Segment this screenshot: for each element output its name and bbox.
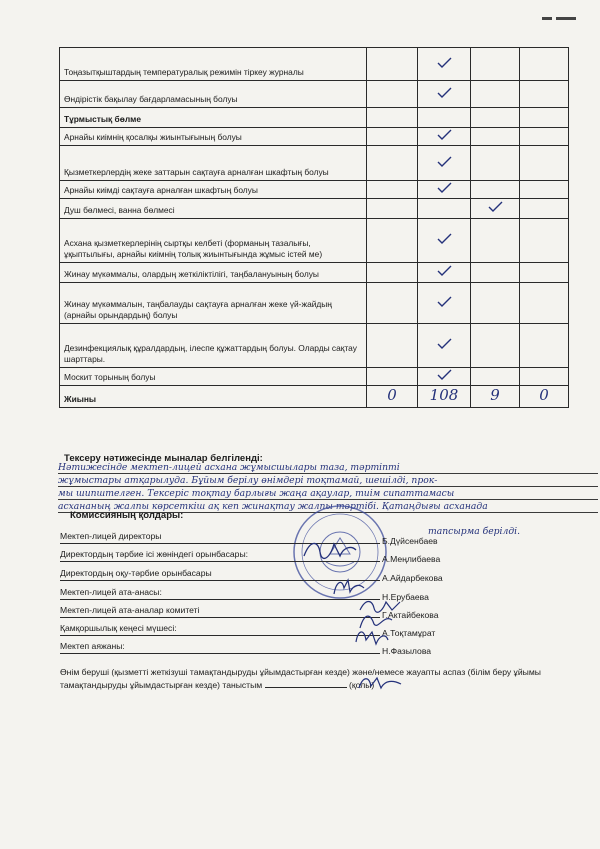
table-row: [60, 181, 569, 199]
checkmark-icon: [436, 369, 452, 381]
row-label: Арнайы киімнің қосалқы жиынтығының болуы: [60, 128, 367, 146]
checkmark-icon: [436, 129, 452, 141]
mark-cell: [471, 219, 520, 263]
mark-cell: [418, 368, 471, 386]
row-label: Душ бөлмесі, ванна бөлмесі: [60, 199, 367, 219]
note-line: асхананың жалпы көрсеткіш ақ кеп жинақтау жалпы тәртібі. Қатаңдығы асханада: [58, 501, 598, 513]
row-label: Өндірістік бақылау бағдарламасының болуы: [60, 81, 367, 108]
mark-cell: [471, 48, 520, 81]
total-label: Жиыны: [60, 386, 367, 408]
mark-cell: [367, 283, 418, 324]
table-row: [60, 146, 569, 181]
mark-cell: [367, 48, 418, 81]
mark-cell: [367, 368, 418, 386]
mark-cell: [471, 146, 520, 181]
checkmark-icon: [436, 233, 452, 245]
mark-cell: [520, 368, 569, 386]
commission-member-row: [60, 528, 450, 544]
table-row: [60, 81, 569, 108]
member-role: Мектеп-лицей ата-аналар комитеті: [60, 605, 200, 615]
row-label: Тұрмыстық бөлме: [60, 108, 367, 128]
mark-cell: [520, 199, 569, 219]
checkmark-icon: [436, 265, 452, 277]
mark-cell: [520, 181, 569, 199]
mark-cell: [367, 181, 418, 199]
mark-cell: [471, 108, 520, 128]
signature-icon: [355, 674, 405, 692]
mark-cell: [418, 48, 471, 81]
mark-cell: [471, 199, 520, 219]
mark-cell: [520, 128, 569, 146]
member-name: А.Меңлибаева: [382, 554, 441, 564]
signature-icon: [300, 536, 360, 562]
total-row: [60, 386, 569, 408]
member-role: Директордың оқу-тәрбие орынбасары: [60, 568, 212, 578]
row-label: Москит торының болуы: [60, 368, 367, 386]
mark-cell: [520, 108, 569, 128]
mark-cell: [367, 263, 418, 283]
member-role: Директордың тәрбие ісі жөніндегі орынбасары:: [60, 549, 249, 559]
member-name: А.Айдарбекова: [382, 573, 443, 583]
mark-cell: [520, 263, 569, 283]
row-label: Жинау мүкәммалы, олардың жеткіліктілігі, таңбалануының болуы: [60, 263, 367, 283]
total-value: 9: [490, 386, 500, 404]
mark-cell: [418, 219, 471, 263]
commission-member-row: [60, 565, 450, 581]
mark-cell: [418, 199, 471, 219]
table-row: [60, 219, 569, 263]
mark-cell: [471, 181, 520, 199]
mark-cell: [418, 108, 471, 128]
mark-cell: [471, 81, 520, 108]
checkmark-icon: [436, 296, 452, 308]
mark-cell: [418, 128, 471, 146]
table-row: [60, 263, 569, 283]
total-value: 0: [387, 386, 397, 404]
member-name: Б.Дүйсенбаев: [382, 536, 438, 546]
table-row: [60, 48, 569, 81]
signature-icon: [352, 626, 392, 648]
mark-cell: [520, 48, 569, 81]
mark-cell: [471, 368, 520, 386]
commission-member-row: [60, 546, 450, 562]
mark-cell: [367, 199, 418, 219]
mark-cell: [367, 146, 418, 181]
consent-text: Өнім беруші (қызметті жеткізуші тамақтандыруды ұйымдастырған кезде) және/немесе жауапты аспаз (білім беру ұйымы тамақтандыруды ұйымдастырған кезде) таныстым: [60, 667, 541, 690]
section-row: [60, 108, 569, 128]
mark-cell: [367, 128, 418, 146]
checkmark-icon: [436, 156, 452, 168]
checklist-table: [59, 47, 569, 408]
mark-cell: [367, 219, 418, 263]
checkmark-icon: [487, 201, 503, 213]
mark-cell: [471, 283, 520, 324]
signature-icon: [328, 576, 368, 598]
findings-title: Тексеру нәтижесінде мыналар белгіленді:: [64, 453, 263, 464]
consent-statement: [60, 666, 580, 691]
mark-cell: [520, 81, 569, 108]
mark-cell: [471, 324, 520, 368]
checkmark-icon: [436, 338, 452, 350]
row-label: Тоңазытқыштардың температуралық режимін тіркеу журналы: [60, 48, 367, 81]
mark-cell: [367, 108, 418, 128]
mark-cell: [471, 128, 520, 146]
total-value: 108: [429, 386, 459, 404]
table-row: [60, 324, 569, 368]
checkmark-icon: [436, 182, 452, 194]
member-name: А.Тоқтамұрат: [382, 628, 436, 638]
signature-line: [60, 599, 380, 600]
member-name: Г.Актайбекова: [382, 610, 439, 620]
row-label: Асхана қызметкерлерінің сыртқы келбеті (форманың тазалығы, ұқыптылығы, арнайы киімнің толық жиынтығында жұмыс істей ме): [60, 219, 367, 263]
table-row: [60, 283, 569, 324]
mark-cell: [418, 146, 471, 181]
mark-cell: [520, 146, 569, 181]
checkmark-icon: [436, 87, 452, 99]
mark-cell: [367, 81, 418, 108]
mark-cell: [418, 324, 471, 368]
signature-line: [60, 635, 380, 636]
note-tail: тапсырма берілді.: [428, 526, 521, 537]
signature-line: [60, 653, 380, 654]
row-label: Жинау мүкәммалын, таңбалауды сақтауға арналған жеке үй-жайдың (арнайы орындардың) болуы: [60, 283, 367, 324]
table-row: [60, 368, 569, 386]
commission-title: Комиссияның қолдары:: [70, 510, 184, 521]
member-name: Н.Фазылова: [382, 646, 432, 656]
member-role: Мектеп-лицей директоры: [60, 531, 162, 541]
table-row: [60, 199, 569, 219]
corner-mark-icon: [542, 14, 578, 24]
checkmark-icon: [436, 57, 452, 69]
note-line: жұмыстары атқарылуда. Бұйым берілу өнімдері тоқтамай, шешілді, прок-: [58, 475, 598, 487]
mark-cell: [471, 263, 520, 283]
member-role: Мектеп-лицей ата-анасы:: [60, 587, 162, 597]
signature-line: [60, 617, 380, 618]
mark-cell: [520, 283, 569, 324]
mark-cell: [520, 324, 569, 368]
table-row: [60, 128, 569, 146]
consent-signature-line: [265, 678, 347, 688]
member-name: Н.Ерубаева: [382, 592, 429, 602]
row-label: Дезинфекциялық құралдардың, ілеспе құжаттардың болуы. Оларды сақтау шарттары.: [60, 324, 367, 368]
consent-signature-note: (қолы): [349, 680, 375, 690]
mark-cell: [418, 181, 471, 199]
note-line: мы шипштелген. Тексеріс тоқтау барлығы жаңа ақаулар, тиім сипаттамасы: [58, 488, 598, 500]
member-role: Мектеп аяжаны:: [60, 641, 125, 651]
row-label: Қызметкерлердің жеке заттарын сақтауға арналған шкафтың болуы: [60, 146, 367, 181]
mark-cell: [520, 219, 569, 263]
mark-cell: [418, 263, 471, 283]
note-line: Нәтижесінде мектеп-лицей асхана жұмысшылары таза, тәртіпті: [58, 462, 598, 474]
total-value: 0: [539, 386, 549, 404]
mark-cell: [367, 324, 418, 368]
member-role: Қамқоршылық кеңесі мүшесі:: [60, 623, 177, 633]
mark-cell: [418, 283, 471, 324]
mark-cell: [418, 81, 471, 108]
row-label: Арнайы киімді сақтауға арналған шкафтың болуы: [60, 181, 367, 199]
